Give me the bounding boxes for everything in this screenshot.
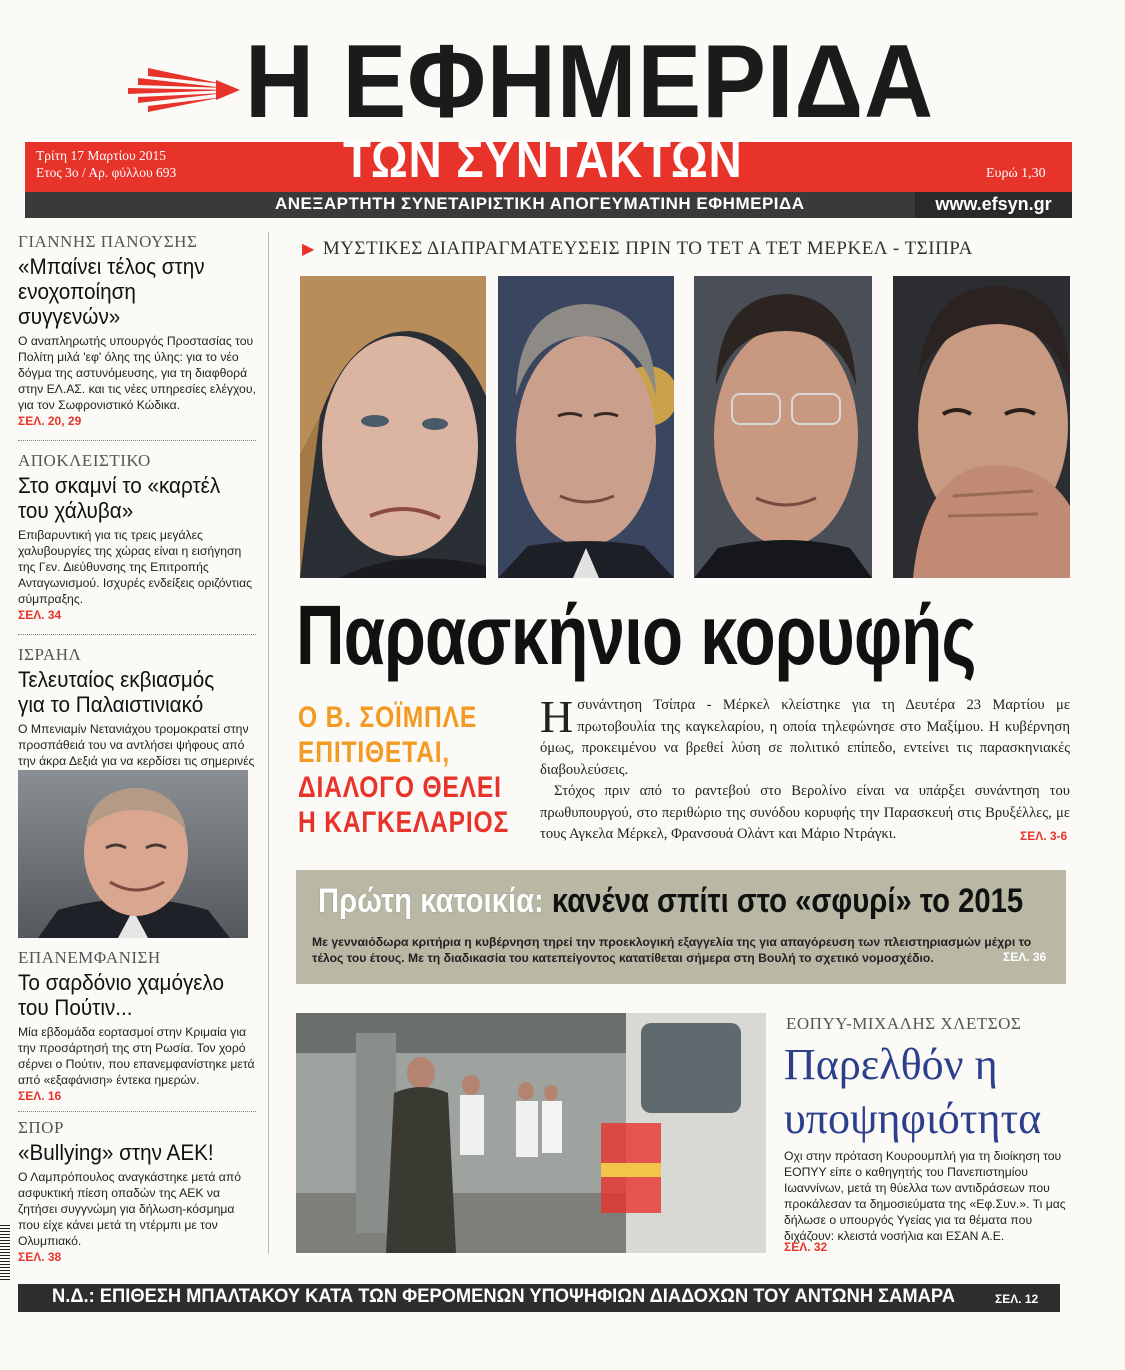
story-headline[interactable]: «Μπαίνει τέλος στην ενοχοποίηση συγγενών» bbox=[18, 254, 205, 329]
portrait-photo-tsipras[interactable] bbox=[893, 276, 1070, 578]
eopyy-kicker: ΕΟΠΥΥ-ΜΙΧΑΛΗΣ ΧΛΕΤΣΟΣ bbox=[786, 1014, 1022, 1033]
portrait-photo-draghi[interactable] bbox=[498, 276, 674, 578]
divider bbox=[18, 634, 256, 635]
page-reference[interactable]: ΣΕΛ. 20, 29 bbox=[18, 414, 82, 428]
sidebar bbox=[18, 232, 256, 800]
page-reference[interactable]: ΣΕΛ. 32 bbox=[784, 1240, 828, 1254]
column-divider bbox=[268, 232, 269, 1254]
page-reference[interactable]: ΣΕΛ. 36 bbox=[1003, 950, 1047, 964]
hospital-photo[interactable] bbox=[296, 1013, 766, 1253]
main-headline[interactable]: Παρασκήνιο κορυφής bbox=[296, 588, 976, 682]
secondary-headline[interactable] bbox=[298, 700, 510, 840]
lead-article bbox=[540, 691, 1070, 846]
divider bbox=[18, 1111, 256, 1112]
story-kicker: ΓΙΑΝΝΗΣ ΠΑΝΟΥΣΗΣ bbox=[18, 232, 198, 251]
housing-headline-lead: Πρώτη κατοικία: bbox=[318, 882, 544, 920]
main-kicker-text: ΜΥΣΤΙΚΕΣ ΔΙΑΠΡΑΓΜΑΤΕΥΣΕΙΣ ΠΡΙΝ ΤΟ ΤΕΤ Α ΤΕΤ ΜΕΡΚΕΛ - ΤΣΙΠΡΑ bbox=[322, 238, 973, 259]
secondary-headline-line: ΕΠΙΤΙΘΕΤΑΙ, bbox=[298, 736, 451, 769]
barcode bbox=[0, 1225, 10, 1280]
issue-info bbox=[36, 147, 176, 181]
story-headline[interactable]: Το σαρδόνιο χαμόγελο του Πούτιν... bbox=[18, 970, 225, 1020]
newspaper-title: Η ΕΦΗΜΕΡΙΔΑ bbox=[245, 24, 935, 140]
story-body: Ο αναπληρωτής υπουργός Προστασίας του Πολίτη μιλά 'εφ' όλης της ύλης: για το νέο δόγμα της αστυνόμευσης, για τη διαφθορά στην ΕΛ.ΑΣ. και τις νέες υπηρεσίες ελέγχου, για τον Σωφρονιστικό Κώδικα. bbox=[18, 334, 256, 412]
story-body: Επιβαρυντική για τις τρεις μεγάλες χαλυβουργίες της χώρας είναι η εισήγηση της Γεν. Διεύθυνσης της Επιτροπής Ανταγωνισμού. Ισχυρές ενδείξεις οριζόντιας σύμπραξης. bbox=[18, 528, 253, 606]
story-body: Ο Λαμπρόπουλος αναγκάστηκε μετά από ασφυκτική πίεση οπαδών της ΑΕΚ να ζητήσει συγγνώμη για δήλωση-κόσμημα που είχε κάνει μετά τη ντέρμπι με τον Ολυμπιακό. bbox=[18, 1170, 242, 1248]
pen-nib-logo-icon bbox=[128, 62, 240, 118]
housing-body: Με γενναιόδωρα κριτήρια η κυβέρνηση τηρεί την προεκλογική εξαγγελία της για απαγόρευση των πλειστηριασμών μέχρι το τέλος του έτους. Με τη διαδικασία του κατεπείγοντος κατατίθεται σήμερα στη Βουλή το σχετικό νομοσχέδιο. bbox=[312, 935, 1032, 965]
story-kicker: ΑΠΟΚΛΕΙΣΤΙΚΟ bbox=[18, 451, 151, 470]
main-kicker bbox=[302, 238, 973, 260]
story-kicker: ΕΠΑΝΕΜΦΑΝΙΣΗ bbox=[18, 948, 161, 967]
bottom-headline[interactable]: Ν.Δ.: ΕΠΙΘΕΣΗ ΜΠΑΛΤΑΚΟΥ ΚΑΤΑ ΤΩΝ ΦΕΡΟΜΕΝΩΝ ΥΠΟΨΗΦΙΩΝ ΔΙΑΔΟΧΩΝ ΤΟΥ ΑΝΤΩΝΗ ΣΑΜΑΡΑ bbox=[52, 1285, 956, 1307]
divider bbox=[18, 440, 256, 441]
eopyy-body: Οχι στην πρόταση Κουρουμπλή για τη διοίκηση του ΕΟΠΥΥ είπε ο καθηγητής του Πανεπιστημίου Ιωαννίνων, μετά τη θύελλα των αντιδράσεων που προκάλεσαν τα δημοσιεύματα της «Εφ.Συν.». Τι μας δήλωσε ο υπουργός Υγείας για τα θέματα που διχάζουν: κλειστά νοσήλια και ΕΣΑΝ Α.Ε. bbox=[784, 1149, 1066, 1243]
sidebar-lower bbox=[18, 948, 256, 1264]
story-headline[interactable]: Στο σκαμνί το «καρτέλ του χάλυβα» bbox=[18, 473, 221, 523]
page-reference[interactable]: ΣΕΛ. 16 bbox=[18, 1089, 62, 1103]
newspaper-subtitle: ΤΩΝ ΣΥΝΤΑΚΤΩΝ bbox=[343, 131, 743, 189]
website-link[interactable]: www.efsyn.gr bbox=[915, 192, 1072, 218]
issue-price: Ευρώ 1,30 bbox=[986, 166, 1046, 181]
housing-headline[interactable] bbox=[318, 884, 1023, 918]
sidebar-story[interactable] bbox=[18, 232, 256, 428]
issue-number: Ετος 3ο / Αρ. φύλλου 693 bbox=[36, 165, 177, 180]
drop-cap: Η bbox=[540, 691, 574, 742]
eopyy-headline[interactable]: Παρελθόν η υποψηφιότητα bbox=[784, 1040, 1042, 1143]
housing-headline-rest: κανένα σπίτι στο «σφυρί» το 2015 bbox=[551, 882, 1024, 920]
sidebar-story[interactable] bbox=[18, 451, 256, 622]
story-kicker: ΣΠΟΡ bbox=[18, 1118, 64, 1137]
page-reference[interactable]: ΣΕΛ. 34 bbox=[18, 608, 62, 622]
issue-date: Τρίτη 17 Μαρτίου 2015 bbox=[36, 148, 167, 163]
sidebar-story[interactable] bbox=[18, 948, 256, 1103]
play-triangle-icon: ▶ bbox=[302, 241, 315, 258]
sidebar-story[interactable] bbox=[18, 1118, 256, 1264]
masthead bbox=[0, 0, 1125, 225]
portrait-photo-merkel[interactable] bbox=[300, 276, 486, 578]
portrait-photo-hollande[interactable] bbox=[694, 276, 872, 578]
lead-paragraph: συνάντηση Τσίπρα - Μέρκελ κλείστηκε για τη Δευτέρα 23 Μαρτίου με πρωτοβουλία της καγκελαρίου, η οποία τηλεφώνησε στο Μαξίμου. Η κυβέρνηση όμως, προκειμένου να βρεθεί λύση σε πολιτικό επίπεδο, εντείνει τις παρασκηνιακές διαβουλεύσεις. bbox=[540, 697, 1070, 778]
story-body: Ο Μπενιαμίν Νετανιάχου τρομοκρατεί στην προσπάθειά του να αντλήσει ψήφους από την άκρα Δεξιά για να κερδίσει τις σημερινές bbox=[18, 722, 255, 768]
page-reference[interactable]: ΣΕΛ. 12 bbox=[995, 1292, 1039, 1306]
page-reference[interactable]: ΣΕΛ. 38 bbox=[18, 1250, 62, 1264]
masthead-tagline: ΑΝΕΞΑΡΤΗΤΗ ΣΥΝΕΤΑΙΡΙΣΤΙΚΗ ΑΠΟΓΕΥΜΑΤΙΝΗ ΕΦΗΜΕΡΙΔΑ bbox=[275, 194, 805, 213]
story-body: Μία εβδομάδα εορτασμοί στην Κριμαία για την προσάρτησή της στη Ρωσία. Τον χορό σέρνει ο Πούτιν, που επανεμφανίστηκε μετά από «εξαφάνιση» έντεκα ημερών. bbox=[18, 1025, 255, 1087]
story-kicker: ΙΣΡΑΗΛ bbox=[18, 645, 82, 664]
secondary-headline-line: Η ΚΑΓΚΕΛΑΡΙΟΣ bbox=[298, 806, 510, 839]
page-reference[interactable]: ΣΕΛ. 3-6 bbox=[1020, 829, 1068, 843]
story-headline[interactable]: Τελευταίος εκβιασμός για το Παλαιστινιακό bbox=[18, 667, 215, 717]
putin-photo[interactable] bbox=[18, 770, 248, 938]
secondary-headline-line: ΔΙΑΛΟΓΟ ΘΕΛΕΙ bbox=[298, 771, 502, 804]
story-headline[interactable]: «Bullying» στην ΑΕΚ! bbox=[18, 1140, 214, 1165]
secondary-headline-line: Ο Β. ΣΟΪΜΠΛΕ bbox=[298, 701, 478, 734]
lead-paragraph: Στόχος πριν από το ραντεβού στο Βερολίνο είναι να υπάρξει συνάντηση του πρωθυπουργού, στο περιθώριο της συνόδου κορυφής την Παρασκευή στις Βρυξέλλες, με τους Αγκελα Μέρκελ, Φρανσουά Ολάντ και Μάριο Ντράγκι. bbox=[540, 783, 1070, 842]
